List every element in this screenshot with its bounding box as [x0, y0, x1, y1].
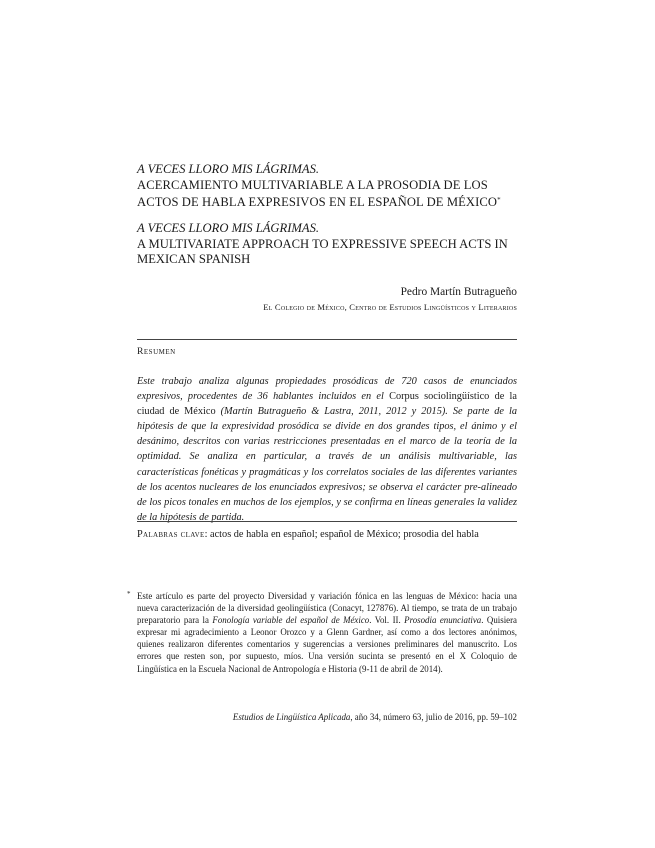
- abstract-heading: Resumen: [137, 346, 176, 357]
- footnote-symbol: *: [127, 590, 131, 598]
- abstract-body: [137, 374, 517, 525]
- keywords-text: : actos de habla en español; español de México; prosodia del habla: [204, 529, 479, 540]
- footnote-italic2: Prosodia enunciativa: [404, 615, 482, 626]
- author-affiliation: El Colegio de México, Centro de Estudios Lingüísticos y Literarios: [263, 302, 517, 312]
- footnote-part2: . Vol. II.: [369, 615, 405, 626]
- keywords: [137, 529, 527, 540]
- title-en-line2: MEXICAN SPANISH: [137, 252, 251, 266]
- title-english: [137, 221, 517, 268]
- journal-citation: [233, 712, 517, 722]
- footnote-mark: *: [497, 196, 501, 204]
- footnote-part1: Este artículo es parte del proyecto Diversidad y variación fónica en las lenguas de México: hacia una nueva caracterización de la diversidad geolingüística (Conacyt, 127876). Al tiempo, se trata de un trabajo preparatorio para la: [137, 591, 517, 626]
- footnote-part3: . Quisiera expresar mi agradecimiento a Leonor Orozco y a Glenn Gardner, así como a dos lectores anónimos, quienes realizaron diferentes comentarios y sugerencias a versiones preliminares del manuscrito. Los errores que resten son, por supuesto, míos. Una versión sucinta se presentó en el X Coloquio de Lingüística en la Escuela Nacional de Antropología e Historia (9-11 de abril de 2014).: [137, 615, 517, 674]
- divider-bottom: [137, 521, 517, 522]
- title-spanish: [137, 162, 517, 211]
- abstract-corpus: Corpus sociolingüístico de la ciudad de México: [137, 391, 517, 418]
- title-es-line1: ACERCAMIENTO MULTIVARIABLE A LA PROSODIA DE LOS: [137, 177, 488, 192]
- journal-details: , año 34, número 63, julio de 2016, pp. 59–102: [350, 712, 517, 722]
- abstract-part1: Este trabajo analiza algunas propiedades prosódicas de 720 casos de enunciados expresivos, procedentes de 36 hablantes incluidos en el: [137, 376, 517, 403]
- footnote-italic1: Fonología variable del español de México: [212, 615, 370, 626]
- journal-name: Estudios de Lingüística Aplicada: [232, 712, 351, 722]
- title-es-line2-text: ACTOS DE HABLA EXPRESIVOS EN EL ESPAÑOL DE MÉXICO: [137, 195, 498, 209]
- divider-top: [137, 339, 517, 340]
- author-name: Pedro Martín Butragueño: [400, 286, 517, 298]
- footnote: [127, 590, 517, 675]
- title-es-italic: A VECES LLORO MIS LÁGRIMAS.: [137, 162, 320, 176]
- title-es-line2: [137, 193, 517, 211]
- abstract-part2: (Martín Butragueño & Lastra, 2011, 2012 y 2015). Se parte de la hipótesis de que la expresividad prosódica se divide en dos grandes tipos, el ánimo y el desánimo, descritos con varias restricciones presentadas en el marco de la teoría de la optimidad. Se analiza en particular, a través de un análisis multivariable, las características fonéticas y pragmáticas y los correlatos sociales de las diferentes variantes de los acentos nucleares de los enunciados expresivos; se observa el carácter pre-alineado de los picos tonales en muchos de los ejemplos, y se confirma en líneas generales la validez de la hipótesis de partida.: [137, 406, 517, 523]
- title-en-line1: A MULTIVARIATE APPROACH TO EXPRESSIVE SPEECH ACTS IN: [137, 236, 508, 251]
- title-en-italic: A VECES LLORO MIS LÁGRIMAS.: [137, 221, 320, 235]
- keywords-label: Palabras clave: [137, 529, 205, 540]
